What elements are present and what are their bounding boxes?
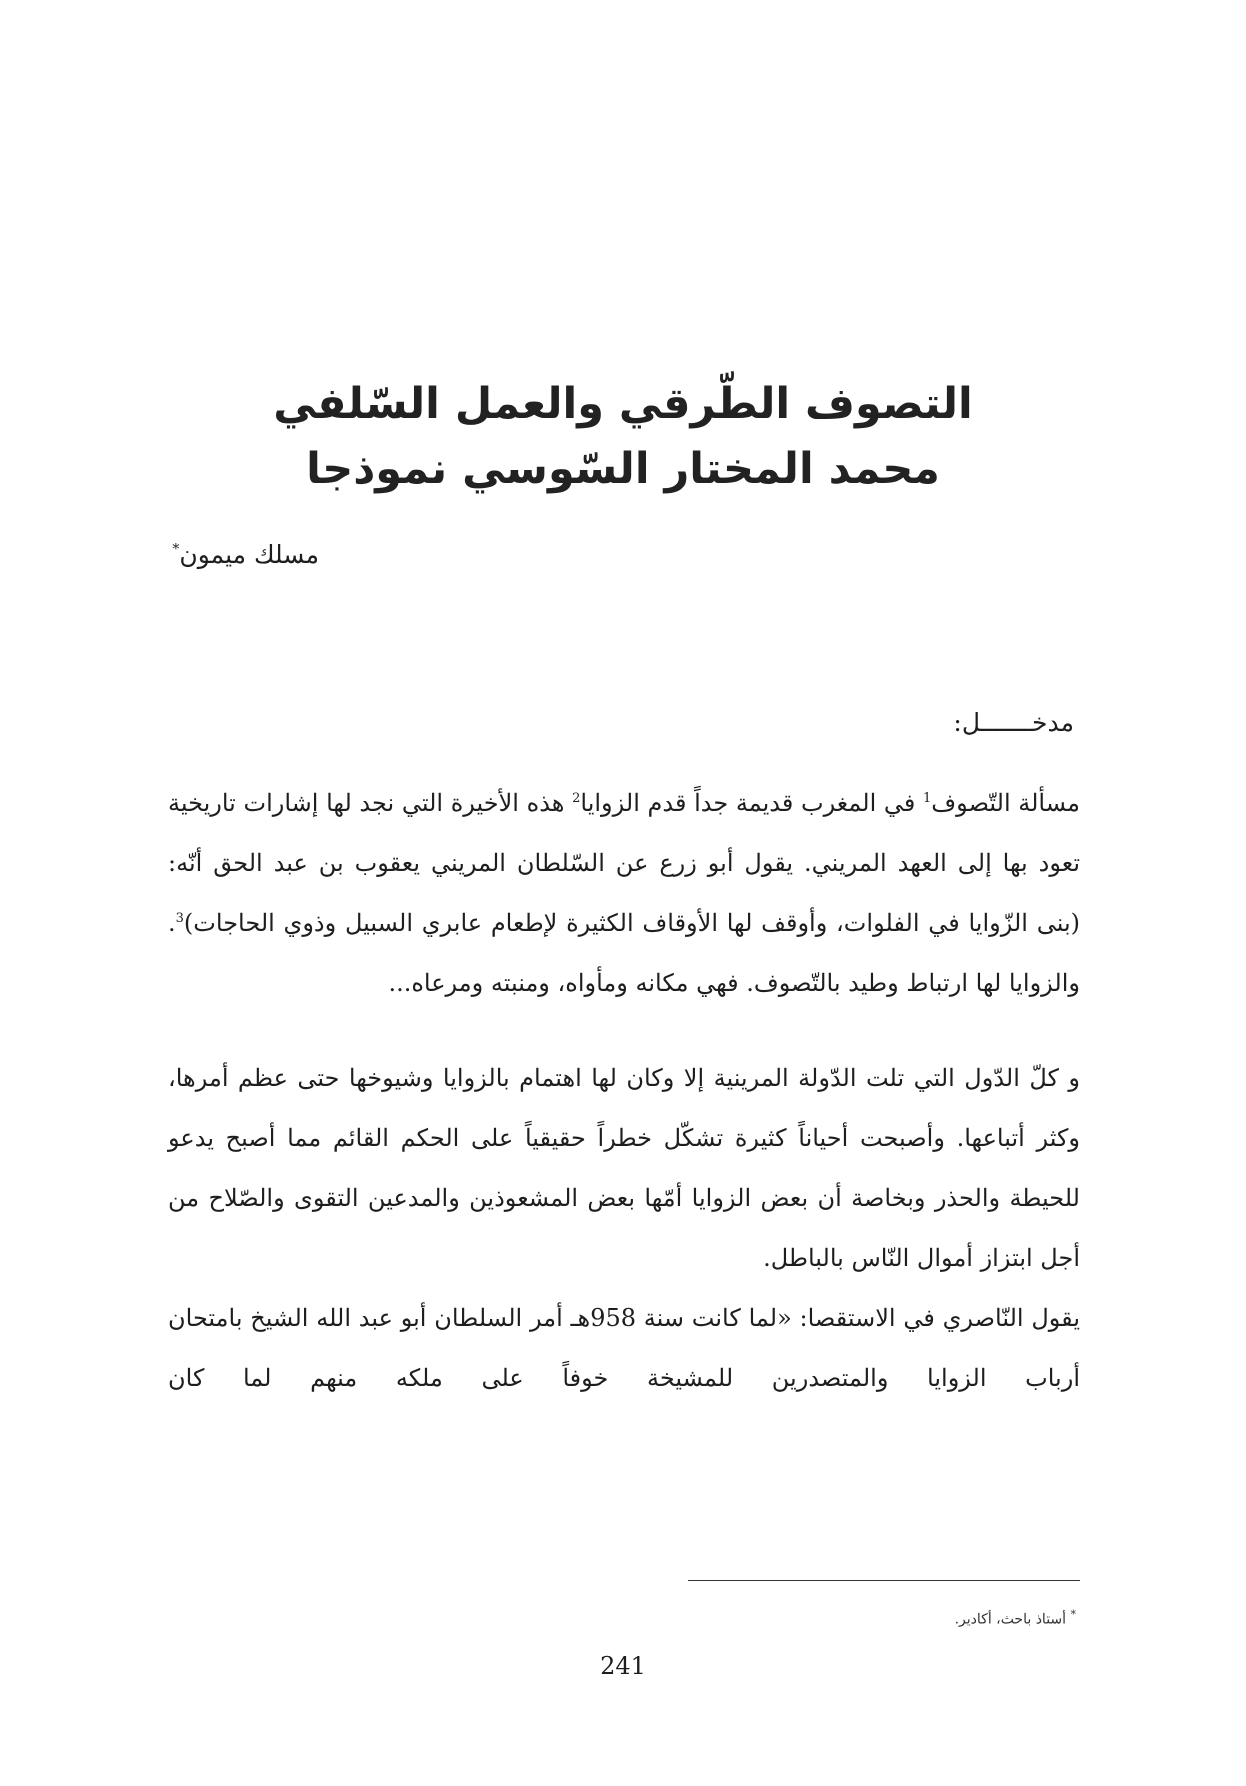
title-line-2: محمد المختار السّوسي نموذجا	[306, 443, 940, 494]
title-line-1: التصوف الطّرقي والعمل السّلفي	[273, 379, 973, 429]
footnote-text: أستاذ باحث، أكادير.	[954, 1611, 1071, 1628]
footnote	[955, 1608, 1076, 1628]
article-title	[0, 372, 1246, 501]
paragraph-2: و كلّ الدّول التي تلت الدّولة المرينية إلا وكان لها اهتمام بالزوايا وشيوخها حتى عظم أمرها، وكثر أتباعها. وأصبحت أحياناً كثيرة تشكّل خطراً حقيقياً على الحكم القائم مما أصبح يدعو للحيطة والحذر وبخاصة أن بعض الزوايا أمّها بعض المشعوذين والمدعين التقوى والصّلاح من أجل ابتزاز أموال النّاس بالباطل.	[168, 1064, 1081, 1272]
footnote-ref-1: 1	[923, 791, 932, 806]
section-heading: مدخـــــــل:	[953, 708, 1074, 737]
paragraph-3: يقول النّاصري في الاستقصا: «لما كانت سنة 958هـ أمر السلطان أبو عبد الله الشيخ بامتحان أرباب الزوايا والمتصدرين للمشيخة خوفاً على ملكه منهم لما كان	[168, 1304, 1080, 1392]
footnote-separator	[688, 1580, 1080, 1581]
page-number: 241	[600, 1652, 646, 1680]
author-footnote-marker: *	[172, 541, 180, 558]
author-name: مسلك ميمون	[179, 540, 319, 569]
body-text	[168, 773, 1080, 1408]
author-byline	[172, 540, 319, 569]
footnote-ref-2: 2	[572, 791, 581, 806]
footnote-ref-3: 3	[175, 911, 184, 926]
paragraph-1: مسألة التّصوف$^1$ في المغرب قديمة جداً قدم الزوايا$^2$ هذه الأخيرة التي نجد لها إشارات تاريخية تعود بها إلى العهد المريني. يقول أبو زرع عن السّلطان المريني يعقوب بن عبد الحق أنّه: (بنى الزّوايا في الفلوات، وأوقف لها الأوقاف الكثيرة لإطعام عابري السبيل وذوي الحاجات)$^3$. والزوايا لها ارتباط وطيد بالتّصوف. فهي مكانه ومأواه، ومنبته ومرعاه...	[168, 789, 1081, 997]
footnote-marker: *	[1070, 1608, 1076, 1621]
